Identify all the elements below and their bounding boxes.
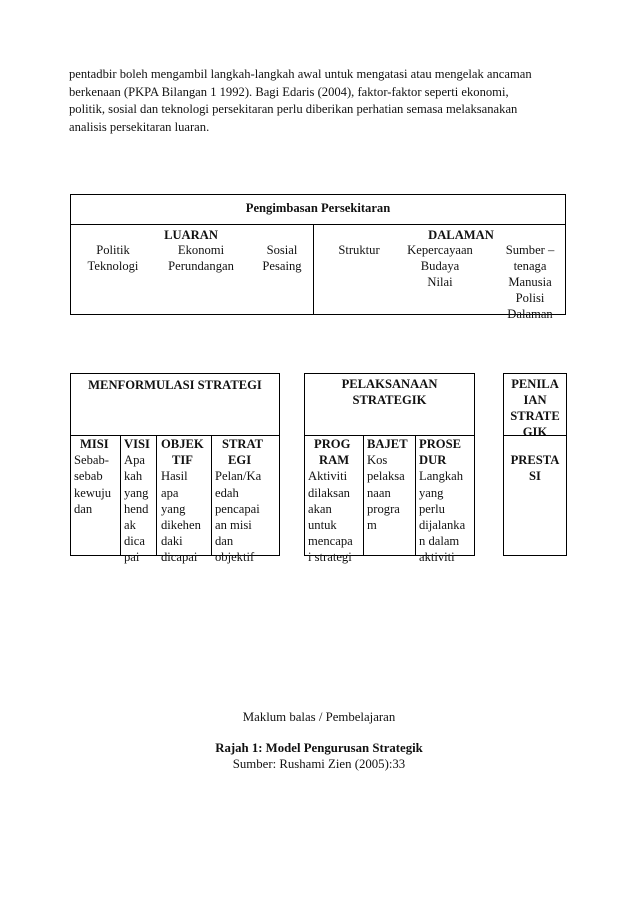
section-dalaman: DALAMAN bbox=[428, 228, 494, 242]
cell-structure: Struktur bbox=[338, 243, 380, 257]
paragraph-line: analisis persekitaran luaran. bbox=[69, 119, 210, 134]
formulate-strategy-box bbox=[70, 373, 280, 565]
cell-social: Sosial Pesaing bbox=[262, 243, 302, 273]
column-divider bbox=[156, 435, 157, 555]
body-paragraph bbox=[69, 66, 569, 136]
formulate-strategy-header: MENFORMULASI STRATEGI bbox=[88, 378, 262, 392]
paragraph-line: pentadbir boleh mengambil langkah-langkah awal untuk mengatasi atau mengelak ancaman bbox=[69, 67, 532, 81]
column-divider bbox=[211, 435, 212, 555]
environment-scanning-table bbox=[70, 194, 566, 321]
column-divider bbox=[363, 435, 364, 555]
table-title: Pengimbasan Persekitaran bbox=[245, 201, 391, 215]
evaluate-strategy-header: PENILA IAN STRATE GIK bbox=[510, 377, 560, 439]
column-strategi: STRAT EGI Pelan/Ka edah pencapai an misi dan objektif bbox=[215, 437, 264, 565]
paragraph-line: berkenaan (PKPA Bilangan 1 1992). Bagi Edaris (2004), faktor-faktor seperti ekonomi, bbox=[69, 84, 509, 99]
feedback-caption: Maklum balas / Pembelajaran bbox=[242, 710, 396, 724]
column-misi: MISI Sebab- sebab kewuju dan bbox=[74, 437, 112, 516]
column-program: PROG RAM Aktiviti dilaksan akan untuk mencapa i strategi bbox=[308, 437, 353, 565]
cell-belief: Kepercayaan Budaya Nilai bbox=[407, 243, 473, 289]
figure-caption: Rajah 1: Model Pengurusan Strategik bbox=[215, 741, 423, 755]
performance-label: PRESTA SI bbox=[510, 453, 560, 483]
cell-political: Politik Teknologi bbox=[87, 243, 139, 273]
evaluate-strategy-box bbox=[503, 373, 567, 556]
column-visi: VISI Apa kah yang hend ak dica pai bbox=[124, 437, 150, 565]
column-prosedur: PROSE DUR Langkah yang perlu dijalanka n dalam aktiviti bbox=[419, 437, 466, 565]
paragraph-line: politik, sosial dan teknologi persekitaran perlu diberikan perhatian semasa melaksanakan bbox=[69, 102, 518, 116]
column-objektif: OBJEK TIF Hasil apa yang dikehen daki dicapai bbox=[161, 437, 204, 565]
section-luaran: LUARAN bbox=[164, 228, 218, 242]
source-caption: Sumber: Rushami Zien (2005):33 bbox=[232, 757, 406, 771]
table-column-divider bbox=[313, 225, 314, 314]
implement-strategy-header: PELAKSANAAN STRATEGIK bbox=[341, 377, 438, 407]
cell-economic: Ekonomi Perundangan bbox=[168, 243, 234, 273]
box-divider bbox=[504, 435, 566, 436]
table-divider bbox=[71, 224, 565, 225]
column-divider bbox=[120, 435, 121, 555]
column-bajet: BAJET Kos pelaksa naan progra m bbox=[367, 437, 408, 533]
implement-strategy-box bbox=[304, 373, 475, 565]
column-divider bbox=[415, 435, 416, 555]
cell-resources: Sumber – tenaga Manusia Polisi Dalaman bbox=[505, 243, 555, 321]
